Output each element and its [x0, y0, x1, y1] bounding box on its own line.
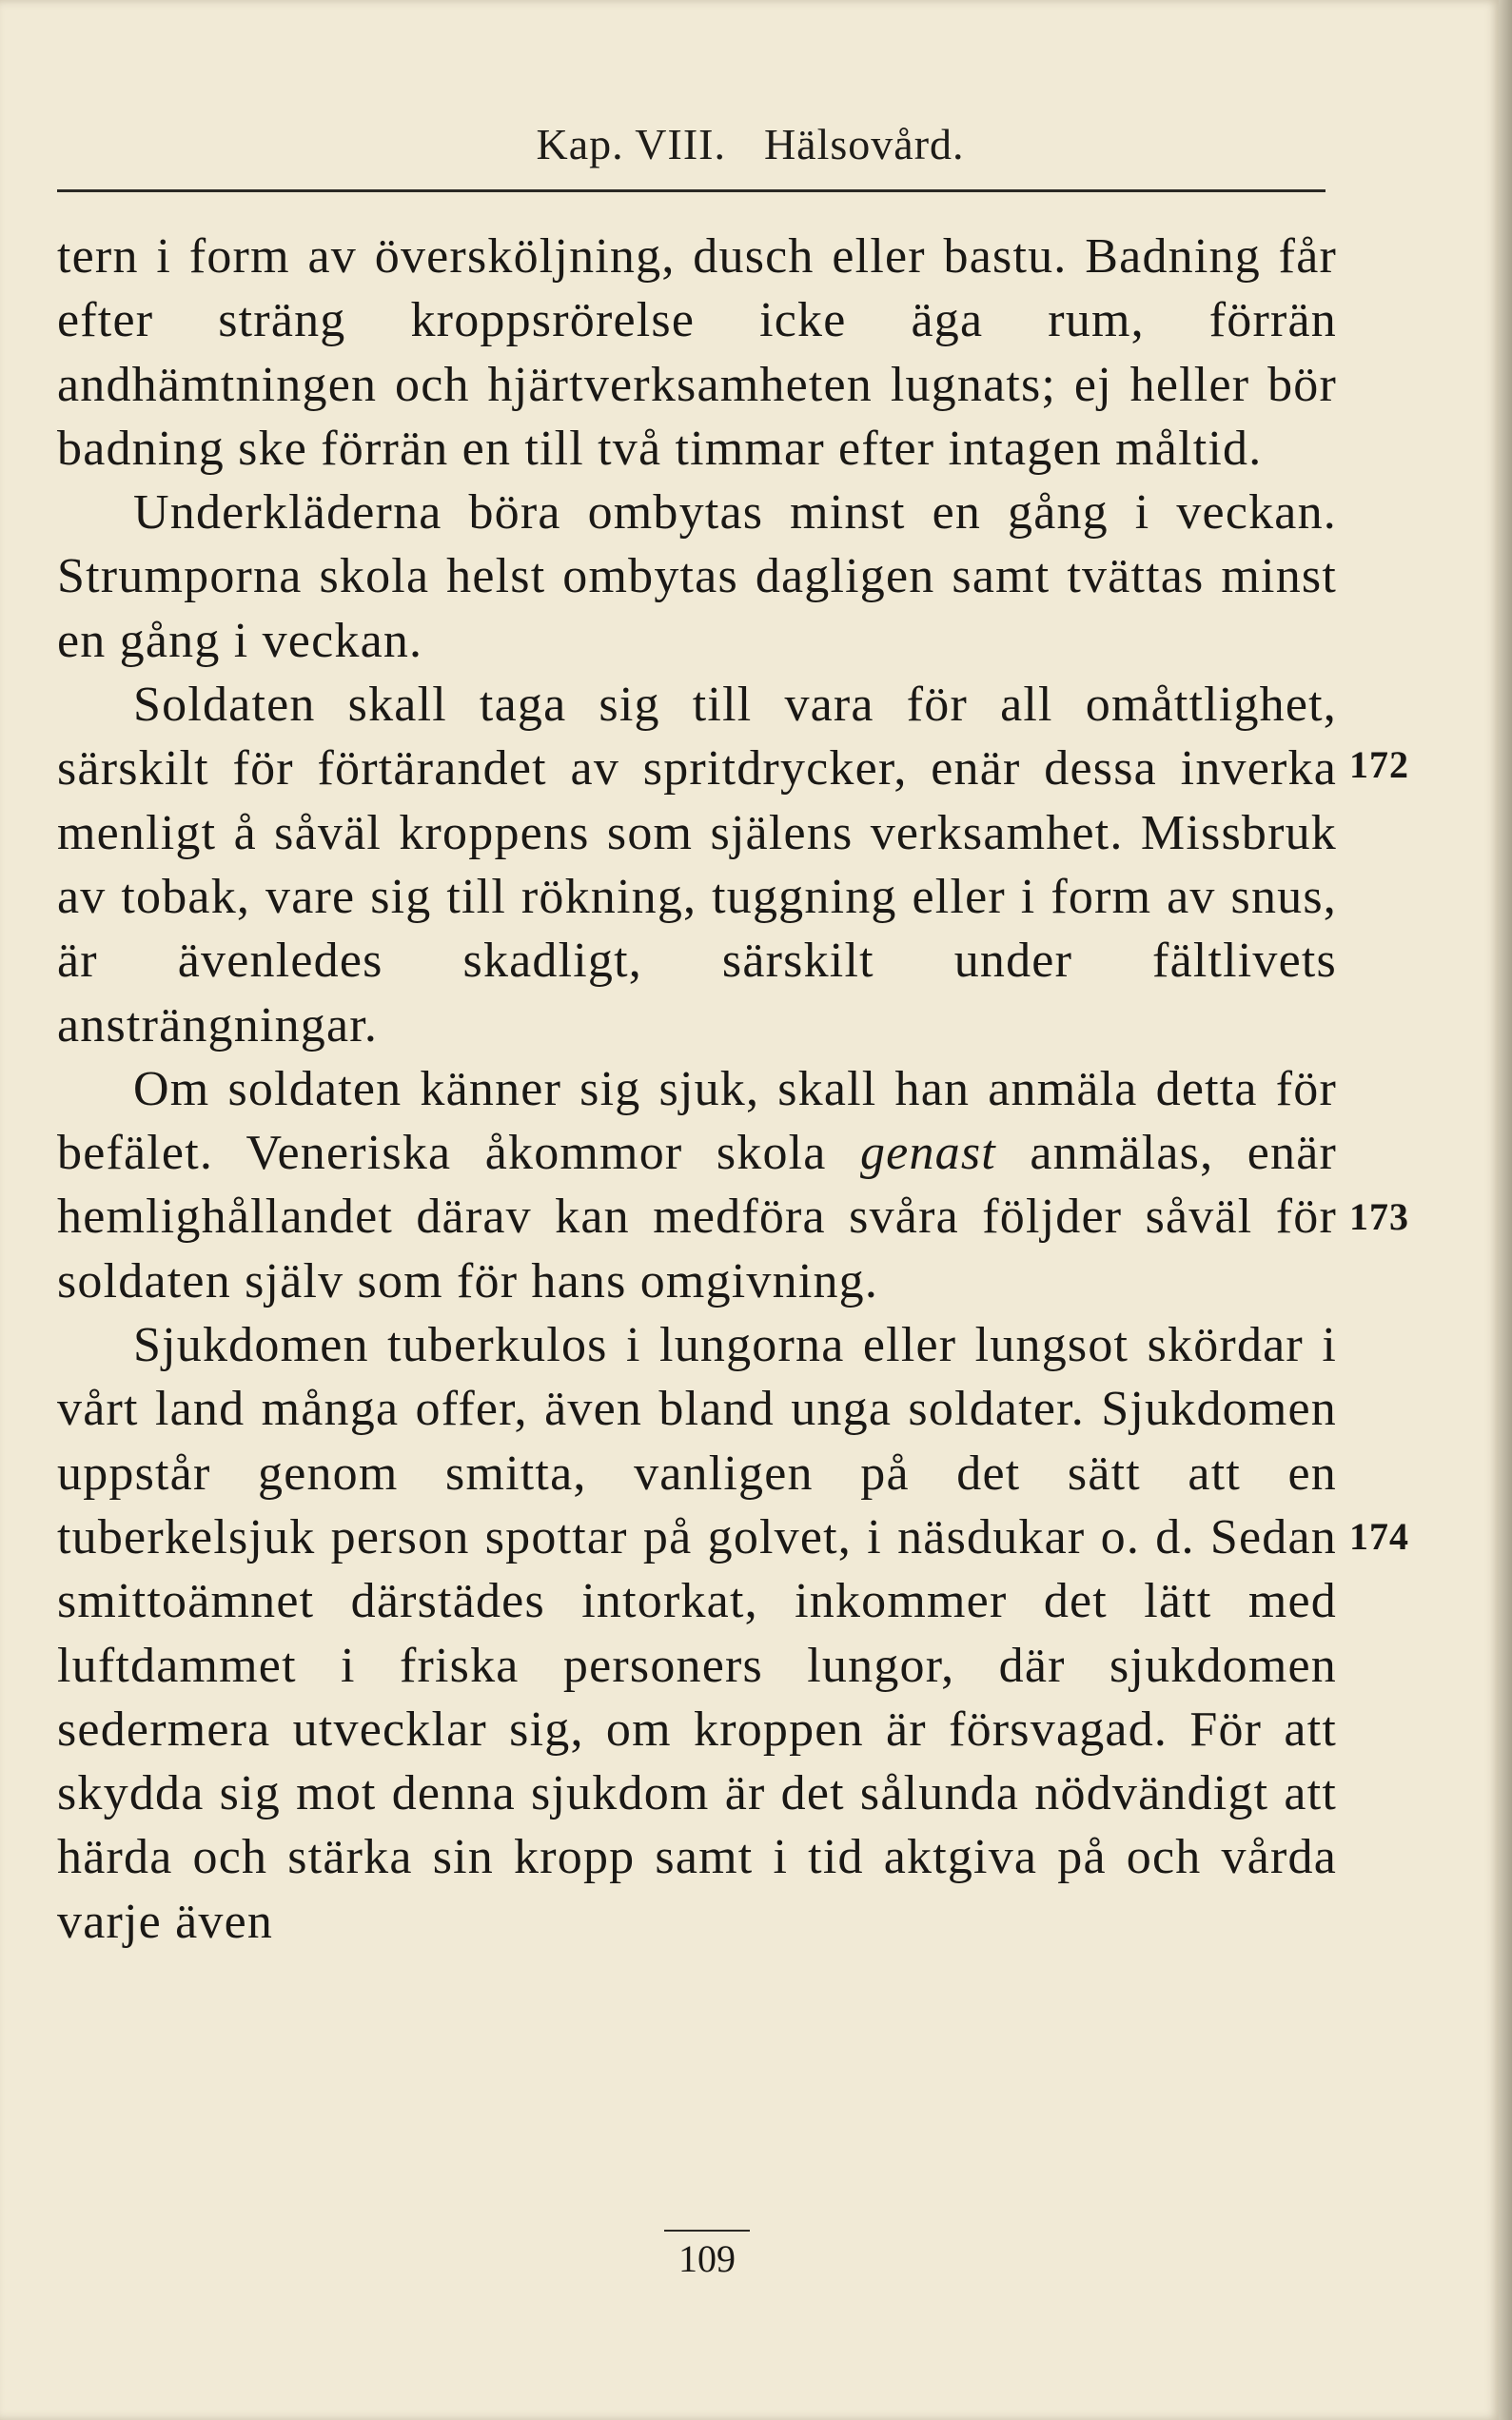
emphasis-genast: genast	[859, 1126, 996, 1181]
body-text	[57, 225, 1337, 1954]
page-edge	[1499, 0, 1512, 2420]
paragraph-moderation: Soldaten skall taga sig till vara för all omåttlighet, särskilt för förtärandet av spritdrycker, enär dessa inverka menligt å såväl kroppens som själens verksamhet. Missbruk av tobak, vare sig till rökning, tuggning eller i form av snus, är ävenledes skadligt, särskilt under fältlivets ansträngningar.	[57, 678, 1337, 1053]
margin-number-174: 174	[1349, 1515, 1409, 1558]
paragraph-tuberculosis: Sjukdomen tuberkulos i lungorna eller lungsot skördar i vårt land många offer, även bland unga soldater. Sjukdomen uppstår genom smitta, vanligen på det sätt att en tuberkelsjuk person spottar på golvet, i näsdukar o. d. Sedan smittoämnet därstädes intorkat, inkommer det lätt med luftdammet i friska personers lungor, där sjukdomen sedermera utvecklar sig, om kroppen är försvagad. För att skydda sig mot denna sjukdom är det sålunda nödvändigt att härda och stärka sin kropp samt i tid aktgiva på och vårda varje även	[57, 1318, 1337, 1949]
chapter-label: Kap. VIII.	[536, 120, 726, 168]
paragraph-bathing: tern i form av översköljning, dusch eller bastu. Badning får efter sträng kroppsrörelse icke äga rum, förrän andhämtningen och hjärtverksamheten lugnats; ej heller bör badning ske förrän en till två timmar efter intagen måltid.	[57, 229, 1337, 476]
margin-number-172: 172	[1349, 743, 1409, 786]
paragraph-illness-part-2: anmälas, enär hemlighållandet därav kan medföra svåra följder såväl för soldaten själv som för hans omgivning.	[57, 1126, 1337, 1308]
page-number-rule	[664, 2230, 750, 2232]
margin-number-173: 173	[1349, 1195, 1409, 1238]
page-number: 109	[678, 2237, 736, 2280]
paragraph-illness-part-1: Om soldaten känner sig sjuk, skall han anmäla detta för befälet. Veneriska åkommor skola	[57, 1061, 1337, 1181]
chapter-title: Hälsovård.	[763, 120, 965, 168]
running-head	[0, 119, 1501, 169]
paragraph-underclothes: Underkläderna böra ombytas minst en gång i veckan. Strumporna skola helst ombytas dagligen samt tvättas minst en gång i veckan.	[57, 485, 1337, 668]
paragraph-illness	[57, 1057, 1337, 1313]
header-rule	[57, 189, 1325, 192]
